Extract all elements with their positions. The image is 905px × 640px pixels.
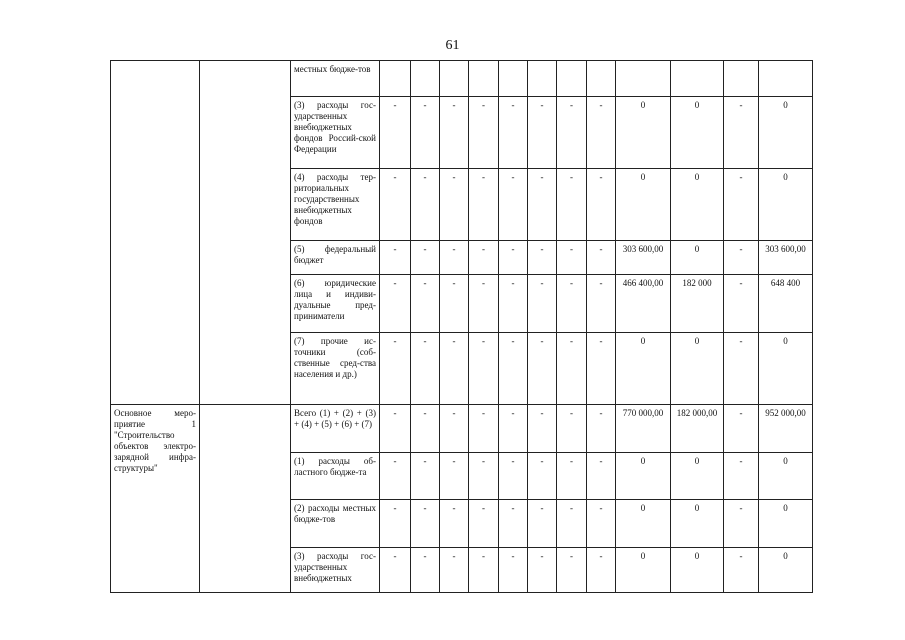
value-cell: -: [499, 453, 528, 500]
page-number: 61: [445, 38, 460, 53]
value-cell: -: [724, 548, 759, 593]
funding-source-cell: (5) федеральный бюджет: [291, 241, 380, 275]
value-cell: 0: [616, 333, 671, 405]
value-cell: 0: [671, 97, 724, 169]
value-cell: [411, 61, 440, 97]
value-cell: -: [440, 405, 469, 453]
value-cell: -: [557, 548, 587, 593]
value-cell: -: [469, 405, 499, 453]
table-row: [111, 405, 813, 453]
value-cell: 0: [671, 333, 724, 405]
value-cell: -: [528, 333, 557, 405]
value-cell: -: [499, 548, 528, 593]
funding-source-cell: (7) прочие ис-точники (соб-ственные сред-ства населения и др.): [291, 333, 380, 405]
value-cell: -: [528, 500, 557, 548]
funding-source-cell: (3) расходы гос-ударственных внебюджетных: [291, 548, 380, 593]
value-cell: -: [469, 241, 499, 275]
value-cell: -: [440, 500, 469, 548]
value-cell: [616, 61, 671, 97]
value-cell: -: [528, 241, 557, 275]
value-cell: 0: [759, 169, 813, 241]
value-cell: -: [380, 97, 411, 169]
value-cell: -: [469, 275, 499, 333]
value-cell: -: [499, 405, 528, 453]
value-cell: -: [499, 500, 528, 548]
value-cell: 0: [671, 500, 724, 548]
value-cell: 0: [616, 97, 671, 169]
value-cell: -: [528, 548, 557, 593]
empty-executor-cell: [200, 405, 291, 593]
value-cell: [380, 61, 411, 97]
value-cell: -: [528, 453, 557, 500]
value-cell: -: [557, 405, 587, 453]
value-cell: -: [587, 275, 616, 333]
value-cell: -: [499, 241, 528, 275]
value-cell: -: [469, 500, 499, 548]
value-cell: [587, 61, 616, 97]
value-cell: [469, 61, 499, 97]
value-cell: [557, 61, 587, 97]
value-cell: -: [724, 241, 759, 275]
value-cell: -: [557, 275, 587, 333]
value-cell: -: [380, 405, 411, 453]
value-cell: -: [587, 169, 616, 241]
value-cell: -: [440, 333, 469, 405]
value-cell: -: [440, 453, 469, 500]
value-cell: -: [528, 97, 557, 169]
value-cell: -: [724, 333, 759, 405]
value-cell: -: [724, 275, 759, 333]
value-cell: -: [724, 405, 759, 453]
value-cell: 466 400,00: [616, 275, 671, 333]
value-cell: 182 000: [671, 275, 724, 333]
value-cell: -: [587, 97, 616, 169]
value-cell: 0: [671, 169, 724, 241]
value-cell: -: [380, 500, 411, 548]
value-cell: 0: [671, 548, 724, 593]
value-cell: -: [411, 169, 440, 241]
value-cell: -: [724, 169, 759, 241]
funding-source-cell: местных бюдже-тов: [291, 61, 380, 97]
budget-table: [110, 60, 813, 593]
value-cell: -: [528, 405, 557, 453]
value-cell: 0: [616, 548, 671, 593]
funding-source-cell: (3) расходы гос-ударственных внебюджетных фондов Россий-ской Федерации: [291, 97, 380, 169]
value-cell: 182 000,00: [671, 405, 724, 453]
value-cell: [528, 61, 557, 97]
value-cell: -: [557, 453, 587, 500]
funding-source-cell: (4) расходы тер-риториальных государственных внебюджетных фондов: [291, 169, 380, 241]
value-cell: -: [587, 333, 616, 405]
funding-source-cell: (6) юридические лица и индиви-дуальные пред-приниматели: [291, 275, 380, 333]
empty-name-cell: [111, 61, 200, 405]
value-cell: 648 400: [759, 275, 813, 333]
value-cell: -: [499, 97, 528, 169]
value-cell: -: [587, 453, 616, 500]
empty-executor-cell: [200, 61, 291, 405]
value-cell: [440, 61, 469, 97]
value-cell: [759, 61, 813, 97]
value-cell: -: [380, 275, 411, 333]
value-cell: -: [380, 453, 411, 500]
value-cell: -: [724, 453, 759, 500]
value-cell: 0: [671, 453, 724, 500]
value-cell: -: [469, 169, 499, 241]
value-cell: -: [411, 453, 440, 500]
value-cell: -: [411, 405, 440, 453]
value-cell: -: [411, 275, 440, 333]
value-cell: -: [380, 333, 411, 405]
value-cell: -: [440, 169, 469, 241]
value-cell: -: [587, 241, 616, 275]
funding-source-cell: (2) расходы местных бюдже-тов: [291, 500, 380, 548]
value-cell: -: [499, 275, 528, 333]
value-cell: -: [557, 333, 587, 405]
value-cell: 0: [616, 169, 671, 241]
value-cell: -: [587, 548, 616, 593]
table-body: [111, 61, 813, 593]
value-cell: -: [411, 548, 440, 593]
value-cell: -: [557, 500, 587, 548]
value-cell: 0: [616, 453, 671, 500]
value-cell: 303 600,00: [616, 241, 671, 275]
table-row: [111, 61, 813, 97]
value-cell: -: [557, 241, 587, 275]
value-cell: -: [411, 241, 440, 275]
value-cell: -: [469, 97, 499, 169]
value-cell: 952 000,00: [759, 405, 813, 453]
value-cell: -: [440, 548, 469, 593]
value-cell: -: [440, 275, 469, 333]
value-cell: -: [469, 453, 499, 500]
value-cell: -: [528, 169, 557, 241]
value-cell: -: [411, 333, 440, 405]
value-cell: 0: [759, 453, 813, 500]
value-cell: -: [380, 548, 411, 593]
value-cell: 0: [671, 241, 724, 275]
value-cell: 0: [616, 500, 671, 548]
value-cell: -: [499, 333, 528, 405]
value-cell: [671, 61, 724, 97]
value-cell: 0: [759, 500, 813, 548]
value-cell: -: [557, 169, 587, 241]
value-cell: [499, 61, 528, 97]
value-cell: -: [587, 405, 616, 453]
value-cell: -: [557, 97, 587, 169]
value-cell: 0: [759, 97, 813, 169]
measure-name-cell: Основное меро-приятие 1 "Строительство объектов электро-зарядной инфра-структуры": [111, 405, 200, 593]
value-cell: -: [380, 241, 411, 275]
value-cell: -: [587, 500, 616, 548]
value-cell: 770 000,00: [616, 405, 671, 453]
value-cell: -: [499, 169, 528, 241]
value-cell: 0: [759, 333, 813, 405]
value-cell: [724, 61, 759, 97]
value-cell: -: [440, 241, 469, 275]
value-cell: 303 600,00: [759, 241, 813, 275]
value-cell: -: [411, 97, 440, 169]
value-cell: -: [724, 500, 759, 548]
value-cell: -: [411, 500, 440, 548]
funding-source-cell: (1) расходы об-ластного бюдже-та: [291, 453, 380, 500]
value-cell: -: [440, 97, 469, 169]
value-cell: -: [469, 548, 499, 593]
value-cell: -: [469, 333, 499, 405]
value-cell: -: [724, 97, 759, 169]
funding-source-cell: Всего (1) + (2) + (3) + (4) + (5) + (6) + (7): [291, 405, 380, 453]
value-cell: -: [528, 275, 557, 333]
value-cell: 0: [759, 548, 813, 593]
value-cell: -: [380, 169, 411, 241]
